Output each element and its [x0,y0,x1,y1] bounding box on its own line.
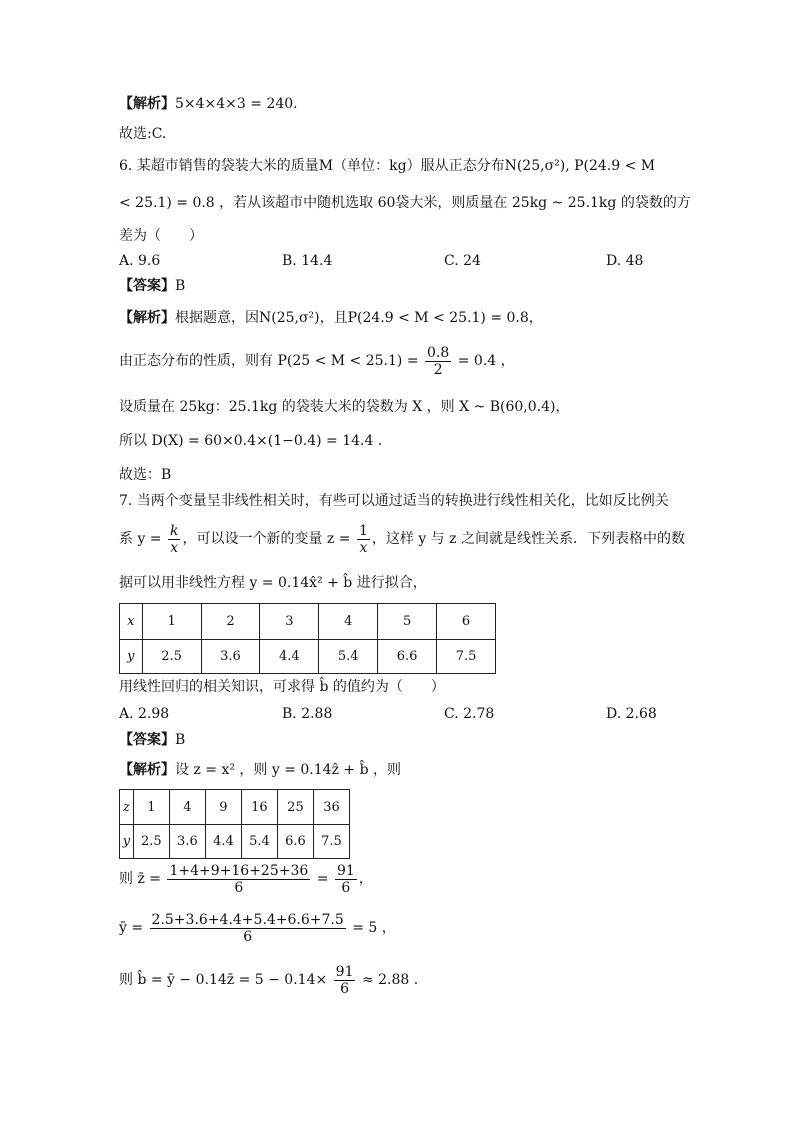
q6-option-c: C. 24 [444,253,481,269]
analysis-text: 根据题意，因N(25,σ²)，且P(24.9 < M < 25.1) = 0.8， [175,310,543,326]
formula-text: ，可以设一个新的变量 z = [182,531,351,547]
formula-text: = [316,871,329,887]
q7-analysis-line-1 [119,760,401,780]
table-cell: 2 [201,604,260,640]
table-cell: 25 [277,790,313,825]
q6-option-a: A. 9.6 [119,253,161,269]
numerator: 2.5+3.6+4.4+5.4+6.6+7.5 [151,911,344,928]
q6-analysis-line-4: 所以 D(X) = 60×0.4×(1−0.4) = 14.4 . [119,433,383,449]
fraction [150,912,346,945]
fraction [357,523,370,556]
numerator: 91 [336,862,355,879]
table-cell: y [120,825,134,859]
denominator: x [170,539,179,556]
formula-text: ȳ = [119,920,144,936]
q7-answer-line [119,730,185,750]
analysis-line [119,94,298,114]
table-cell: 7.5 [437,640,496,674]
q6-option-b: B. 14.4 [282,253,333,269]
table-cell: 7.5 [313,825,349,859]
formula-text: = 5 ， [352,920,396,936]
q7-ybar-line [119,910,396,946]
table-cell: 6.6 [378,640,437,674]
table-cell: 3 [260,604,319,640]
denominator: 6 [341,879,351,896]
numerator: 0.8 [427,344,450,361]
table-cell: 4.4 [260,640,319,674]
table-cell: 2.5 [133,825,169,859]
analysis-label: 【解析】 [119,96,175,112]
q6-answer-line [119,276,185,296]
analysis-text: 5×4×4×3 = 240. [175,96,298,112]
q7-after-table: 用线性回归的相关知识，可求得 b̂ 的值约为（ ） [119,679,445,695]
denominator: 6 [234,879,244,896]
q7-zbar-line [119,861,373,897]
q6-analysis-line-1 [119,308,543,328]
table-cell: 5.4 [319,640,378,674]
q6-stem-line-3: 差为（ ） [119,228,203,244]
denominator: 2 [433,361,443,378]
fraction [425,345,451,378]
formula-text: 则 b̂ = ȳ − 0.14z̄ = 5 − 0.14× [119,972,328,988]
q7-stem-line-2 [119,521,685,557]
q6-analysis-line-2 [119,343,515,379]
table-cell: 6 [437,604,496,640]
table-cell: 4 [169,790,205,825]
q6-stem-line-2: < 25.1) = 0.8 ，若从该超市中随机选取 60袋大米，则质量在 25kg ~ 25.1kg 的袋数的方 [119,195,691,211]
formula-text: ， [358,871,373,887]
formula-text: = 0.4 ， [457,353,515,369]
formula-text: ，这样 y 与 z 之间就是线性关系．下列表格中的数 [371,531,685,547]
analysis-text: 设 z = x² ，则 y = 0.14ẑ + b̂ ，则 [175,762,401,778]
table-cell: 3.6 [169,825,205,859]
answer-label: 【答案】 [119,732,175,748]
data-table-zy [119,789,350,859]
formula-text: 系 y = [119,531,162,547]
table-cell: 9 [205,790,241,825]
denominator: x [359,539,368,556]
table-cell: 2.5 [142,640,201,674]
denominator: 6 [243,928,253,945]
table-cell: 5 [378,604,437,640]
fraction [334,964,356,997]
table-cell: 6.6 [277,825,313,859]
table-cell: 1 [142,604,201,640]
table-cell: 36 [313,790,349,825]
formula-text: 则 z̄ = [119,871,162,887]
formula-text: ≈ 2.88 . [361,972,419,988]
table-cell: 16 [241,790,277,825]
table-cell: 5.4 [241,825,277,859]
q7-option-a: A. 2.98 [119,706,170,722]
q7-option-c: C. 2.78 [444,706,495,722]
analysis-label: 【解析】 [119,762,175,778]
q6-option-d: D. 48 [606,253,644,269]
data-table-xy [119,603,496,674]
table-row [120,640,496,674]
q6-choice: 故选：B [119,467,172,483]
table-cell: 4.4 [205,825,241,859]
fraction [167,863,310,896]
table-row [120,604,496,640]
table-cell: x [120,604,143,640]
q7-bhat-line [119,962,418,998]
answer-value: B [175,732,186,748]
numerator: 1 [358,522,368,539]
numerator: k [170,522,179,539]
answer-value: B [175,278,186,294]
q7-stem-line-3: 据可以用非线性方程 y = 0.14x̂² + b̂ 进行拟合， [119,575,427,591]
table-row [120,790,350,825]
table-cell: y [120,640,143,674]
answer-label: 【答案】 [119,278,175,294]
numerator: 1+4+9+16+25+36 [169,862,309,879]
table-cell: 3.6 [201,640,260,674]
q6-stem-line-1: 6. 某超市销售的袋装大米的质量M（单位：kg）服从正态分布N(25,σ²), P(24.9 < M [119,158,656,174]
numerator: 91 [335,963,354,980]
table-cell: 1 [133,790,169,825]
q7-option-b: B. 2.88 [282,706,333,722]
table-cell: 4 [319,604,378,640]
formula-text: 由正态分布的性质，则有 P(25 < M < 25.1) = [119,353,419,369]
table-row [120,825,350,859]
q7-option-d: D. 2.68 [606,706,657,722]
denominator: 6 [340,980,350,997]
table-cell: z [120,790,134,825]
choice-line: 故选:C. [119,126,167,142]
analysis-label: 【解析】 [119,310,175,326]
fraction [335,863,357,896]
q6-analysis-line-3: 设质量在 25kg：25.1kg 的袋装大米的袋数为 X ，则 X ~ B(60,0.4)， [119,399,570,415]
fraction [168,523,180,556]
q7-stem-line-1: 7. 当两个变量呈非线性相关时，有些可以通过适当的转换进行线性相关化，比如反比例关 [119,493,669,509]
